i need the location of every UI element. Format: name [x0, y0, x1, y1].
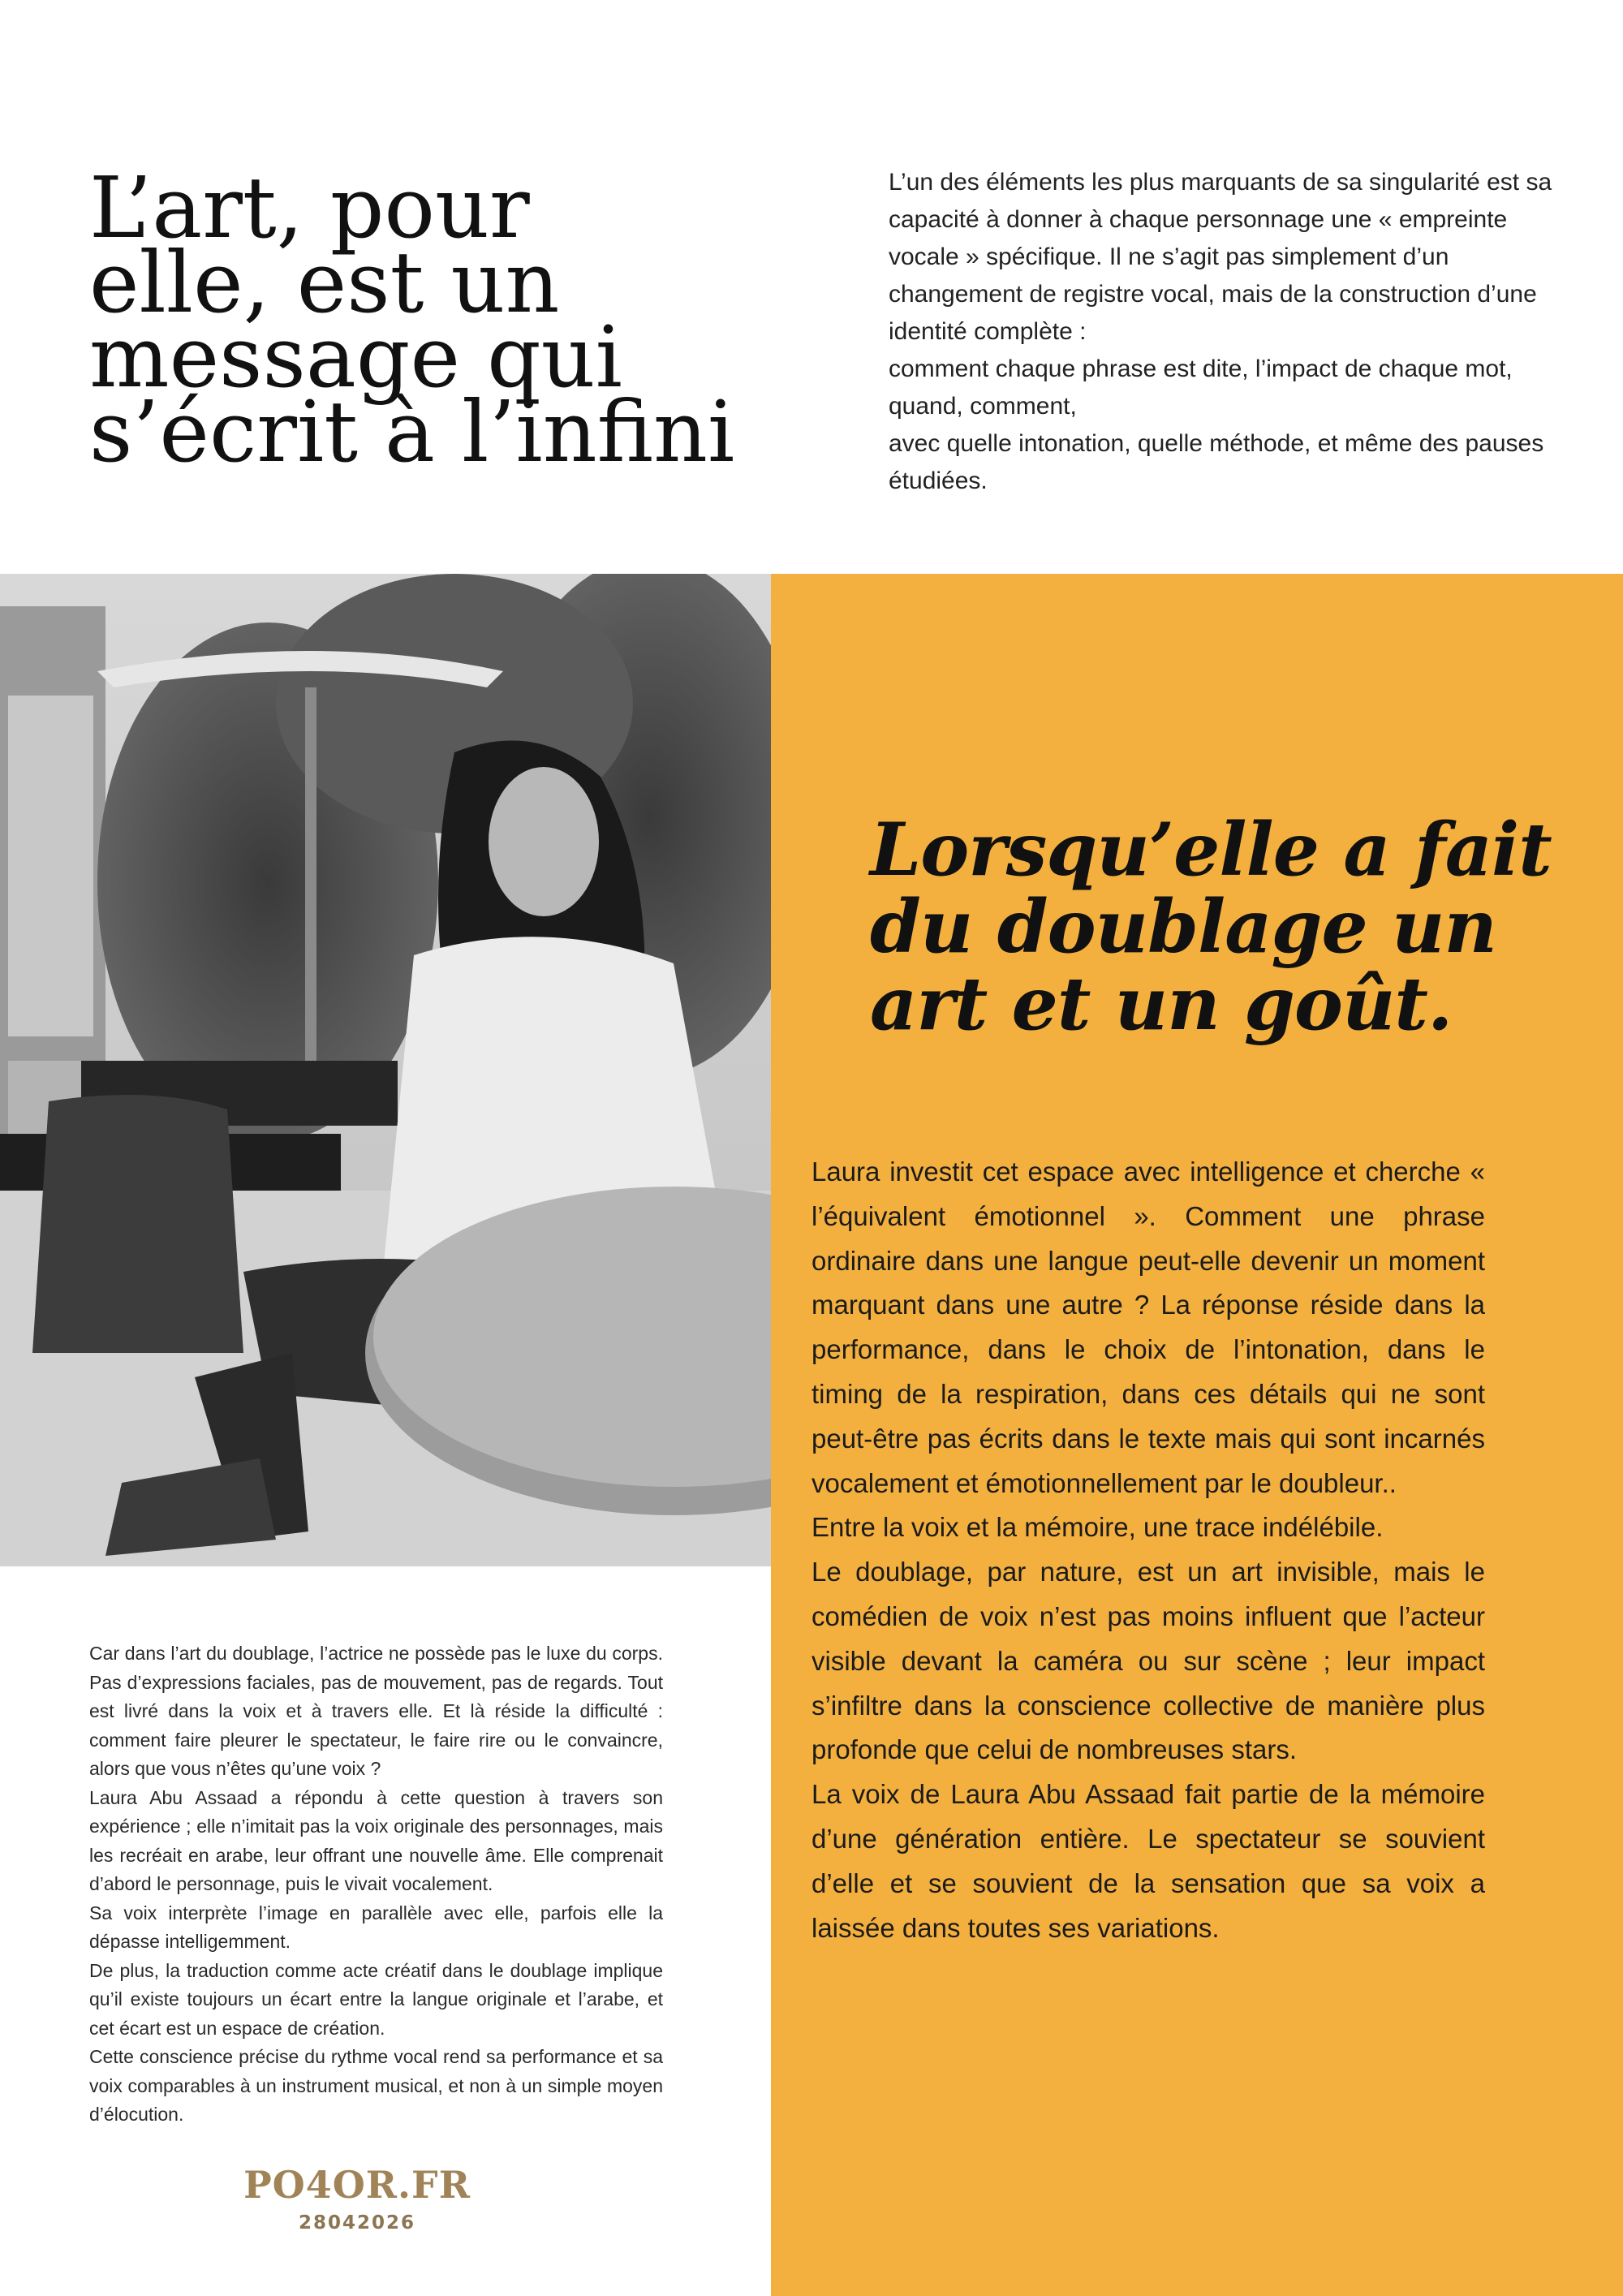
article-paragraph: Le doublage, par nature, est un art invisible, mais le comédien de voix n’est pas moins influent que l’acteur visible devant la caméra ou sur scène ; leur impact s’infiltre dans la conscience collective de manière plus profonde que celui de nombreuses stars. [812, 1557, 1485, 1765]
intro-paragraph: L’un des éléments les plus marquants de sa singularité est sa capacité à donner à chaque personnage une « empreinte vocale » spécifique. Il ne s’agit pas simplement d’un changement de registre vocal, mais de la construction d’une identité complète : [889, 169, 1552, 345]
headline [89, 158, 787, 481]
article-body-left [89, 1639, 663, 2130]
headline-line: elle, est un [89, 233, 560, 332]
brand-logo: PO4OR.FR [243, 2163, 471, 2207]
article-paragraph: La voix de Laura Abu Assaad fait partie de la mémoire d’une génération entière. Le spectateur se souvient d’elle et se souvient de la sensation que sa voix a laissée dans toutes ses variations. [812, 1779, 1485, 1943]
pull-quote-line: du doublage un [870, 884, 1496, 970]
portrait-photo-icon [0, 574, 771, 1566]
intro-text [889, 164, 1562, 500]
article-paragraph: Sa voix interprète l’image en parallèle avec elle, parfois elle la dépasse intelligemment. [89, 1902, 663, 1952]
issue-number: 28042026 [298, 2212, 416, 2234]
portrait-photo [0, 574, 771, 1566]
article-paragraph: Laura investit cet espace avec intelligence et cherche « l’équivalent émotionnel ». Comment une phrase ordinaire dans une langue peut-elle devenir un moment marquant dans une autre ? La réponse réside dans la performance, dans le choix de l’intonation, dans le timing de la respiration, dans ces détails qui ne sont peut-être pas écrits dans le texte mais qui sont incarnés vocalement et émotionnellement par le doubleur.. [812, 1157, 1485, 1498]
headline-line: message qui [89, 308, 622, 407]
intro-paragraph: comment chaque phrase est dite, l’impact de chaque mot, quand, comment, [889, 355, 1513, 420]
article-paragraph: Laura Abu Assaad a répondu à cette question à travers son expérience ; elle n’imitait pas la voix originale des personnages, mais les recréait en arabe, leur offrant une nouvelle âme. Elle comprenait d’abord le personnage, puis le vivait vocalement. [89, 1786, 663, 1894]
article-paragraph: Entre la voix et la mémoire, une trace indélébile. [812, 1512, 1384, 1543]
headline-line: L’art, pour [89, 158, 530, 257]
article-paragraph: Car dans l’art du doublage, l’actrice ne possède pas le luxe du corps. Pas d’expressions faciales, pas de mouvement, pas de regards. Tout est livré dans la voix et à travers elle. Et là réside la difficulté : comment faire pleurer le spectateur, le faire rire ou le convaincre, alors que vous n’êtes qu’une voix ? [89, 1643, 663, 1779]
pull-quote [870, 807, 1584, 1047]
pull-quote-line: art et un goût. [870, 961, 1453, 1047]
pull-quote-line: Lorsqu’elle a fait [870, 807, 1552, 893]
intro-paragraph: avec quelle intonation, quelle méthode, et même des pauses étudiées. [889, 430, 1544, 494]
article-paragraph: De plus, la traduction comme acte créatif dans le doublage implique qu’il existe toujours un écart entre la langue originale et l’arabe, et cet écart est un espace de création. [89, 1959, 663, 2039]
article-body-right [812, 1150, 1485, 1950]
article-paragraph: Cette conscience précise du rythme vocal rend sa performance et sa voix comparables à un instrument musical, et non à un simple moyen d’élocution. [89, 2046, 663, 2125]
headline-line: s’écrit à l’infini [89, 382, 735, 481]
